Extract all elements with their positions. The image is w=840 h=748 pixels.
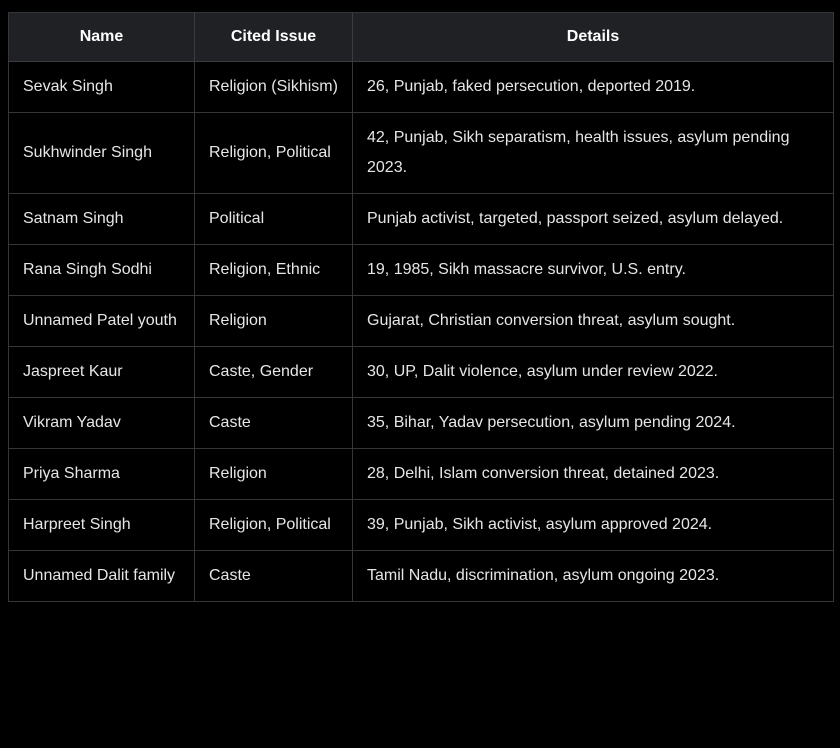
- cell-name: Rana Singh Sodhi: [9, 245, 195, 296]
- cell-details: 30, UP, Dalit violence, asylum under review 2022.: [353, 347, 834, 398]
- cell-details: 28, Delhi, Islam conversion threat, detained 2023.: [353, 449, 834, 500]
- cell-name: Vikram Yadav: [9, 398, 195, 449]
- cell-details: 26, Punjab, faked persecution, deported 2019.: [353, 62, 834, 113]
- table-header-row: [9, 13, 834, 62]
- cell-name: Jaspreet Kaur: [9, 347, 195, 398]
- cell-details: Tamil Nadu, discrimination, asylum ongoing 2023.: [353, 551, 834, 602]
- cell-issue: Religion, Ethnic: [195, 245, 353, 296]
- cell-name: Harpreet Singh: [9, 500, 195, 551]
- table-row: [9, 194, 834, 245]
- table-row: [9, 62, 834, 113]
- table-row: [9, 398, 834, 449]
- table-row: [9, 296, 834, 347]
- cell-details: 35, Bihar, Yadav persecution, asylum pending 2024.: [353, 398, 834, 449]
- cell-details: 39, Punjab, Sikh activist, asylum approved 2024.: [353, 500, 834, 551]
- header-cited-issue: Cited Issue: [195, 13, 353, 62]
- cell-issue: Religion, Political: [195, 113, 353, 194]
- cell-name: Priya Sharma: [9, 449, 195, 500]
- cell-name: Unnamed Patel youth: [9, 296, 195, 347]
- cell-name: Unnamed Dalit family: [9, 551, 195, 602]
- table-row: [9, 113, 834, 194]
- cell-name: Sukhwinder Singh: [9, 113, 195, 194]
- table-row: [9, 449, 834, 500]
- cell-issue: Caste: [195, 551, 353, 602]
- cell-name: Sevak Singh: [9, 62, 195, 113]
- cell-issue: Caste, Gender: [195, 347, 353, 398]
- cell-issue: Religion: [195, 296, 353, 347]
- cell-details: Gujarat, Christian conversion threat, asylum sought.: [353, 296, 834, 347]
- table-row: [9, 500, 834, 551]
- cell-details: 19, 1985, Sikh massacre survivor, U.S. entry.: [353, 245, 834, 296]
- table-row: [9, 347, 834, 398]
- table-row: [9, 245, 834, 296]
- cell-issue: Religion (Sikhism): [195, 62, 353, 113]
- header-name: Name: [9, 13, 195, 62]
- cell-name: Satnam Singh: [9, 194, 195, 245]
- table-row: [9, 551, 834, 602]
- cell-issue: Religion, Political: [195, 500, 353, 551]
- cell-details: Punjab activist, targeted, passport seized, asylum delayed.: [353, 194, 834, 245]
- table-container: [8, 12, 833, 602]
- cell-issue: Caste: [195, 398, 353, 449]
- cell-details: 42, Punjab, Sikh separatism, health issues, asylum pending 2023.: [353, 113, 834, 194]
- cell-issue: Political: [195, 194, 353, 245]
- cell-issue: Religion: [195, 449, 353, 500]
- asylum-cases-table: [8, 12, 834, 602]
- header-details: Details: [353, 13, 834, 62]
